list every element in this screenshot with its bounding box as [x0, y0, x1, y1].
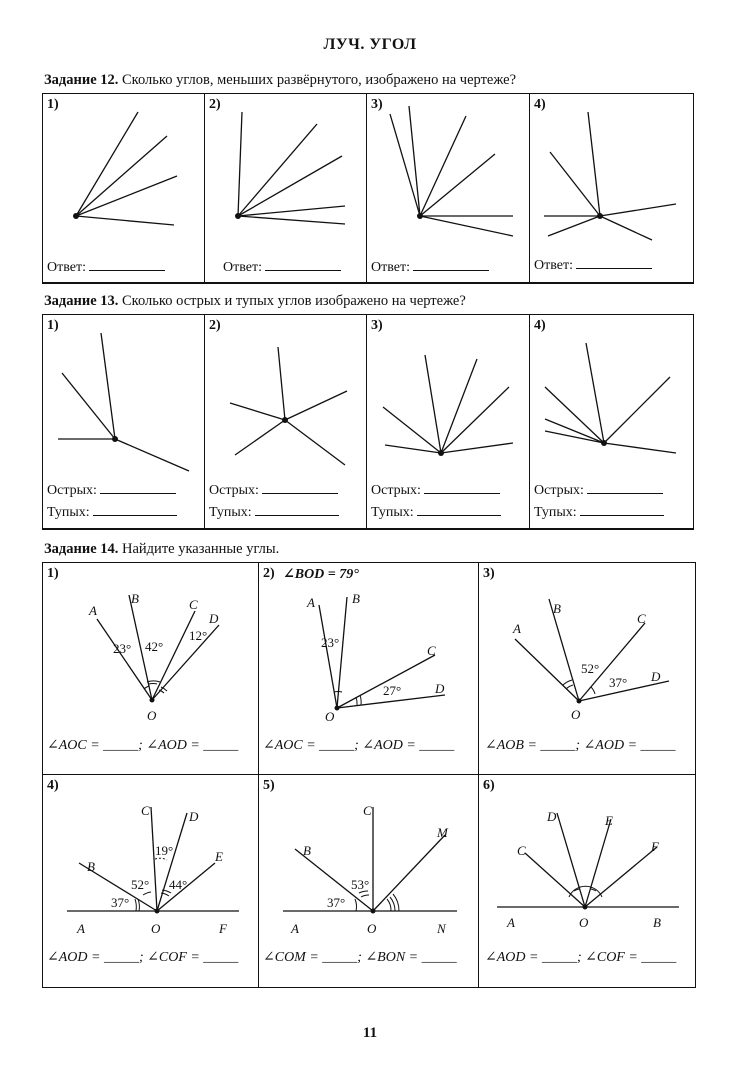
answer-field[interactable]: Ответ: — [534, 256, 652, 274]
task12-figure-2 — [205, 94, 367, 283]
angle-label: 52° — [131, 877, 150, 892]
point-O: O — [325, 709, 335, 724]
point-A: A — [89, 603, 97, 618]
angle-label: 37° — [609, 675, 628, 690]
point-C: C — [517, 843, 526, 858]
point-O: O — [579, 915, 589, 930]
cell-number: 3) — [371, 97, 383, 112]
obtuse-answer[interactable]: Тупых: — [534, 503, 664, 521]
task14-condition: ∠BOD = 79° — [283, 567, 359, 582]
task12-cell-3 — [367, 94, 530, 283]
angle-label: 27° — [383, 683, 402, 698]
point-F: F — [219, 921, 227, 936]
task12-cell-1 — [43, 94, 205, 283]
task13-cell-3 — [367, 315, 530, 529]
page-title: ЛУЧ. УГОЛ — [323, 36, 417, 53]
answer-row[interactable]: ∠AOC = _____; ∠AOD = _____ — [263, 738, 455, 753]
task14-cell-6 — [479, 775, 695, 987]
point-A: A — [307, 595, 315, 610]
task12-grid — [42, 93, 694, 284]
task13-label: Задание 13. — [44, 293, 119, 309]
task12-label: Задание 12. — [44, 72, 119, 88]
cell-number: 5) — [263, 778, 275, 793]
answer-row[interactable]: ∠AOD = _____; ∠COF = _____ — [47, 950, 239, 965]
task13-grid — [42, 314, 694, 530]
point-A: A — [77, 921, 85, 936]
answer-field[interactable]: Ответ: — [371, 258, 489, 276]
point-O: O — [571, 707, 581, 722]
point-C: C — [637, 611, 646, 626]
point-B: B — [87, 859, 95, 874]
task14-heading — [44, 541, 279, 558]
angle-label: 53° — [351, 877, 370, 892]
point-C: C — [141, 803, 150, 818]
cell-number: 2) — [209, 318, 221, 333]
cell-number: 1) — [47, 566, 59, 581]
point-D: D — [209, 611, 219, 626]
obtuse-answer[interactable]: Тупых: — [209, 503, 339, 521]
angle-label: 44° — [169, 877, 188, 892]
answer-row[interactable]: ∠AOB = _____; ∠AOD = _____ — [485, 738, 676, 753]
point-N: N — [437, 921, 446, 936]
angle-label: 42° — [145, 639, 164, 654]
task12-text: Сколько углов, меньших развёрнутого, изображено на чертеже? — [118, 72, 517, 88]
angle-label: 37° — [111, 895, 130, 910]
acute-answer[interactable]: Острых: — [534, 481, 663, 499]
point-B: B — [653, 915, 661, 930]
point-F: F — [651, 839, 659, 854]
point-B: B — [352, 591, 360, 606]
cell-number: 1) — [47, 97, 59, 112]
point-E: E — [605, 813, 613, 828]
task13-text: Сколько острых и тупых углов изображено на чертеже? — [118, 293, 466, 309]
task12-cell-2 — [205, 94, 367, 283]
point-B: B — [303, 843, 311, 858]
point-A: A — [513, 621, 521, 636]
acute-answer[interactable]: Острых: — [47, 481, 176, 499]
point-C: C — [427, 643, 436, 658]
task14-grid — [42, 562, 696, 988]
angle-label: 23° — [321, 635, 340, 650]
task14-cell-2 — [259, 563, 479, 775]
angle-label: 19° — [155, 843, 174, 858]
point-C: C — [189, 597, 198, 612]
point-O: O — [367, 921, 377, 936]
point-B: B — [131, 591, 139, 606]
task13-cell-2 — [205, 315, 367, 529]
task13-cell-4 — [530, 315, 693, 529]
answer-field[interactable]: Ответ: — [47, 258, 165, 276]
answer-row[interactable]: ∠COM = _____; ∠BON = _____ — [263, 950, 457, 965]
task13-cell-1 — [43, 315, 205, 529]
point-O: O — [147, 708, 157, 723]
angle-label: 23° — [113, 641, 132, 656]
angle-label: 52° — [581, 661, 600, 676]
task13-heading — [44, 293, 466, 310]
answer-field[interactable]: Ответ: — [223, 258, 341, 276]
answer-row[interactable]: ∠AOC = _____; ∠AOD = _____ — [47, 738, 239, 753]
point-A: A — [507, 915, 515, 930]
point-B: B — [553, 601, 561, 616]
point-C: C — [363, 803, 372, 818]
task14-label: Задание 14. — [44, 541, 119, 557]
cell-number: 3) — [483, 566, 495, 581]
point-M: M — [437, 825, 448, 840]
point-D: D — [435, 681, 445, 696]
angle-label: 37° — [327, 895, 346, 910]
answer-row[interactable]: ∠AOD = _____; ∠COF = _____ — [485, 950, 677, 965]
obtuse-answer[interactable]: Тупых: — [371, 503, 501, 521]
angle-label: 12° — [189, 628, 208, 643]
point-O: O — [151, 921, 161, 936]
task14-cell-1 — [43, 563, 259, 775]
cell-number: 3) — [371, 318, 383, 333]
cell-number: 2) — [209, 97, 221, 112]
cell-number: 4) — [47, 778, 59, 793]
task12-figure-4 — [530, 94, 693, 283]
cell-number: 6) — [483, 778, 495, 793]
point-E: E — [215, 849, 223, 864]
task12-cell-4 — [530, 94, 693, 283]
cell-number: 1) — [47, 318, 59, 333]
task14-cell-3 — [479, 563, 695, 775]
cell-number: 4) — [534, 97, 546, 112]
page-number: 11 — [362, 1025, 378, 1041]
task12-figure-3 — [367, 94, 530, 283]
point-D: D — [547, 809, 557, 824]
cell-number: 2) — [263, 566, 275, 581]
task14-cell-4 — [43, 775, 259, 987]
acute-answer[interactable]: Острых: — [209, 481, 338, 499]
point-D: D — [189, 809, 199, 824]
point-A: A — [291, 921, 299, 936]
obtuse-answer[interactable]: Тупых: — [47, 503, 177, 521]
point-D: D — [651, 669, 661, 684]
task14-text: Найдите указанные углы. — [118, 541, 280, 557]
task12-figure-1 — [43, 94, 205, 283]
task12-heading — [44, 72, 516, 89]
cell-number: 4) — [534, 318, 546, 333]
acute-answer[interactable]: Острых: — [371, 481, 500, 499]
task14-cell-5 — [259, 775, 479, 987]
